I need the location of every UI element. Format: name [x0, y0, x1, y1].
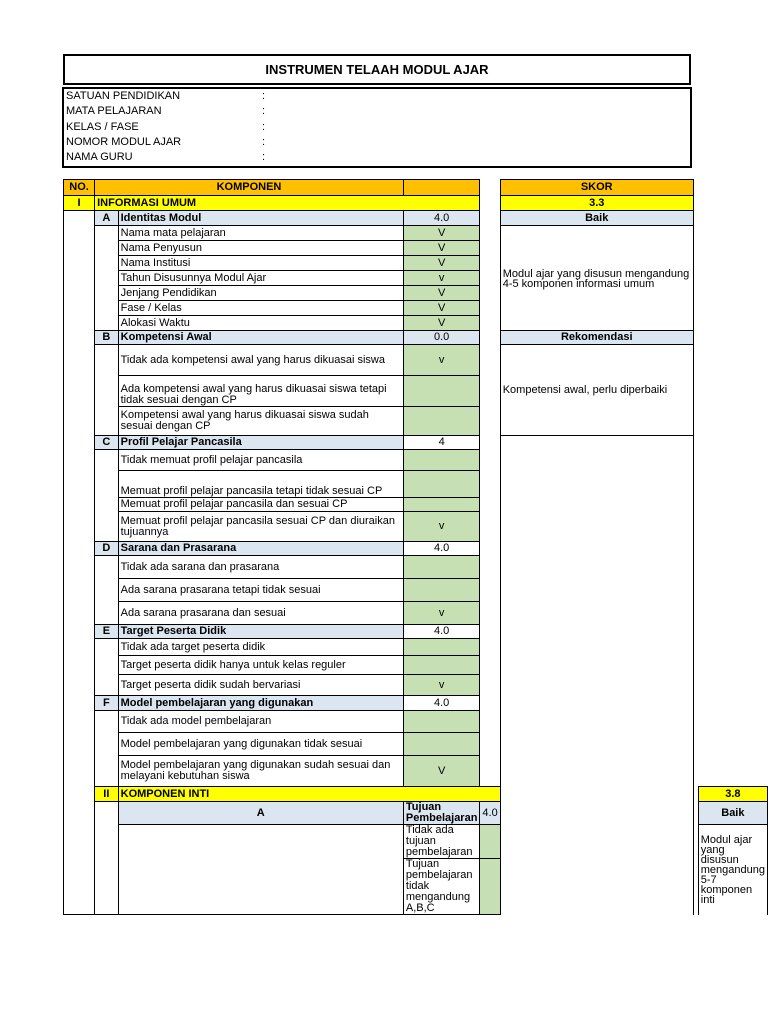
- subsection-letter: A: [95, 211, 119, 226]
- criteria-mark[interactable]: [403, 711, 480, 733]
- letter-gutter: [95, 345, 119, 436]
- criteria-text: Ada sarana prasarana tetapi tidak sesuai: [118, 579, 403, 602]
- subsection-score: 4.0: [403, 211, 480, 226]
- criteria-mark[interactable]: V: [403, 256, 480, 271]
- criteria-text: Fase / Kelas: [118, 301, 403, 316]
- subsection-score: 4.0: [480, 802, 500, 825]
- spacer: [480, 376, 500, 407]
- criteria-mark[interactable]: v: [403, 512, 480, 542]
- criteria-mark[interactable]: [480, 859, 500, 915]
- criteria-mark[interactable]: [403, 639, 480, 656]
- criteria-mark[interactable]: [403, 556, 480, 579]
- spacer: [480, 696, 500, 711]
- criteria-text: Kompetensi awal yang harus dikuasai siswa sudah sesuai dengan CP: [118, 407, 403, 436]
- criteria-mark[interactable]: V: [403, 301, 480, 316]
- spacer: [480, 556, 500, 579]
- spacer: [480, 512, 500, 542]
- criteria-text: Nama mata pelajaran: [118, 226, 403, 241]
- subsection-letter: B: [95, 331, 119, 345]
- criteria-text: Tidak ada target peserta didik: [118, 639, 403, 656]
- spacer: [480, 756, 500, 787]
- spacer: [480, 256, 500, 271]
- criteria-mark[interactable]: [403, 733, 480, 756]
- criteria-text: Memuat profil pelajar pancasila sesuai CP dan diuraikan tujuannya: [118, 512, 403, 542]
- subsection-score: 4.0: [403, 625, 480, 639]
- score-note: Kompetensi awal, perlu diperbaiki: [500, 345, 693, 436]
- letter-gutter: [95, 556, 119, 625]
- spacer: [480, 345, 500, 376]
- spacer: [480, 407, 500, 436]
- subsection-letter: F: [95, 696, 119, 711]
- subsection-title: Model pembelajaran yang digunakan: [118, 696, 403, 711]
- criteria-text: Ada kompetensi awal yang harus dikuasai siswa tetapi tidak sesuai dengan CP: [118, 376, 403, 407]
- subsection-title: Profil Pelajar Pancasila: [118, 436, 403, 450]
- header-no: NO.: [64, 180, 95, 196]
- criteria-text: Model pembelajaran yang digunakan tidak sesuai: [118, 733, 403, 756]
- identity-colon: :: [262, 121, 266, 133]
- score-note-blank: [500, 436, 693, 915]
- header-komponen: KOMPONEN: [95, 180, 404, 196]
- criteria-mark[interactable]: [403, 656, 480, 675]
- criteria-row: [64, 345, 768, 376]
- spacer: [480, 733, 500, 756]
- criteria-text: Memuat profil pelajar pancasila tetapi tidak sesuai CP: [118, 471, 403, 498]
- spacer: [480, 271, 500, 286]
- subsection-letter: D: [95, 542, 119, 556]
- subsection-row: [64, 211, 768, 226]
- spacer: [480, 450, 500, 471]
- identity-colon: :: [262, 105, 266, 117]
- spacer: [480, 471, 500, 498]
- spacer: [480, 639, 500, 656]
- criteria-mark[interactable]: [480, 825, 500, 859]
- criteria-text: Target peserta didik hanya untuk kelas reguler: [118, 656, 403, 675]
- spacer: [480, 579, 500, 602]
- spacer: [480, 498, 500, 512]
- subsection-letter: E: [95, 625, 119, 639]
- criteria-mark[interactable]: v: [403, 675, 480, 696]
- spacer: [480, 316, 500, 331]
- criteria-text: Jenjang Pendidikan: [118, 286, 403, 301]
- identity-label: NAMA GURU: [66, 151, 133, 163]
- criteria-mark[interactable]: [403, 471, 480, 498]
- subsection-score: 4.0: [403, 696, 480, 711]
- criteria-text: Model pembelajaran yang digunakan sudah sesuai dan melayani kebutuhan siswa: [118, 756, 403, 787]
- subsection-title: Tujuan Pembelajaran: [403, 802, 480, 825]
- criteria-mark[interactable]: V: [403, 756, 480, 787]
- spacer: [480, 211, 500, 226]
- spacer: [480, 542, 500, 556]
- criteria-mark[interactable]: [403, 498, 480, 512]
- spacer: [480, 602, 500, 625]
- letter-gutter: [95, 711, 119, 787]
- page-title: INSTRUMEN TELAAH MODUL AJAR: [63, 54, 691, 85]
- score-note-title: Baik: [500, 211, 693, 226]
- spacer: [480, 711, 500, 733]
- criteria-text: Nama Institusi: [118, 256, 403, 271]
- identity-colon: :: [262, 136, 266, 148]
- spacer: [480, 656, 500, 675]
- criteria-text: Target peserta didik sudah bervariasi: [118, 675, 403, 696]
- identity-label: KELAS / FASE: [66, 121, 139, 133]
- criteria-text: Nama Penyusun: [118, 241, 403, 256]
- section-score: 3.8: [698, 787, 767, 802]
- spacer: [480, 625, 500, 639]
- subsection-title: Identitas Modul: [118, 211, 403, 226]
- section-title: KOMPONEN INTI: [118, 787, 500, 802]
- subsection-letter: A: [118, 802, 403, 825]
- spacer: [480, 286, 500, 301]
- spacer: [480, 675, 500, 696]
- letter-gutter: [95, 639, 119, 696]
- section-title: INFORMASI UMUM: [95, 196, 480, 211]
- subsection-letter: C: [95, 436, 119, 450]
- identity-box: [62, 87, 692, 168]
- criteria-mark[interactable]: [403, 450, 480, 471]
- section-gutter: [95, 802, 119, 915]
- criteria-row: [64, 226, 768, 241]
- header-blank: [403, 180, 480, 196]
- assessment-table: [63, 179, 768, 915]
- spacer: [480, 226, 500, 241]
- subsection-row: [64, 331, 768, 345]
- spacer: [480, 196, 500, 211]
- criteria-mark[interactable]: V: [403, 316, 480, 331]
- letter-gutter: [95, 226, 119, 331]
- header-skor: SKOR: [500, 180, 693, 196]
- criteria-text: Tujuan pembelajaran tidak mengandung A,B,C: [403, 859, 480, 915]
- section-score: 3.3: [500, 196, 693, 211]
- table-header: [64, 180, 768, 196]
- subsection-score: 4.0: [403, 542, 480, 556]
- criteria-mark[interactable]: V: [403, 241, 480, 256]
- criteria-mark[interactable]: V: [403, 286, 480, 301]
- criteria-mark[interactable]: [403, 376, 480, 407]
- criteria-text: Tidak ada kompetensi awal yang harus dikuasai siswa: [118, 345, 403, 376]
- subsection-row: [64, 436, 768, 450]
- criteria-text: Alokasi Waktu: [118, 316, 403, 331]
- score-note: Modul ajar yang disusun mengandung 5-7 komponen inti: [698, 825, 767, 915]
- section-number: I: [64, 196, 95, 211]
- criteria-mark[interactable]: [403, 407, 480, 436]
- criteria-mark[interactable]: [403, 579, 480, 602]
- spacer: [693, 859, 698, 915]
- identity-label: SATUAN PENDIDIKAN: [66, 90, 181, 102]
- criteria-mark[interactable]: v: [403, 602, 480, 625]
- letter-gutter: [95, 450, 119, 542]
- score-note: Modul ajar yang disusun mengandung 4-5 komponen informasi umum: [500, 226, 693, 331]
- section-gutter: [64, 211, 95, 915]
- criteria-text: Tidak ada sarana dan prasarana: [118, 556, 403, 579]
- spacer: [480, 436, 500, 450]
- identity-label: NOMOR MODUL AJAR: [66, 136, 182, 148]
- spacer: [480, 180, 500, 196]
- criteria-text: Ada sarana prasarana dan sesuai: [118, 602, 403, 625]
- subsection-score: 4: [403, 436, 480, 450]
- criteria-mark[interactable]: V: [403, 226, 480, 241]
- identity-colon: :: [262, 90, 266, 102]
- subsection-title: Kompetensi Awal: [118, 331, 403, 345]
- identity-colon: :: [262, 151, 266, 163]
- score-note-title: Rekomendasi: [500, 331, 693, 345]
- criteria-text: Memuat profil pelajar pancasila dan sesuai CP: [118, 498, 403, 512]
- subsection-score: 0.0: [403, 331, 480, 345]
- criteria-mark[interactable]: v: [403, 271, 480, 286]
- section-row: [64, 196, 768, 211]
- criteria-text: Tahun Disusunnya Modul Ajar: [118, 271, 403, 286]
- spacer: [480, 331, 500, 345]
- section-number: II: [95, 787, 119, 802]
- subsection-title: Sarana dan Prasarana: [118, 542, 403, 556]
- spacer: [480, 301, 500, 316]
- criteria-text: Tidak ada tujuan pembelajaran: [403, 825, 480, 859]
- identity-label: MATA PELAJARAN: [66, 105, 162, 117]
- criteria-text: Tidak memuat profil pelajar pancasila: [118, 450, 403, 471]
- subsection-title: Target Peserta Didik: [118, 625, 403, 639]
- criteria-mark[interactable]: v: [403, 345, 480, 376]
- criteria-text: Tidak ada model pembelajaran: [118, 711, 403, 733]
- letter-gutter: [118, 825, 403, 915]
- spacer: [480, 241, 500, 256]
- score-note-title: Baik: [698, 802, 767, 825]
